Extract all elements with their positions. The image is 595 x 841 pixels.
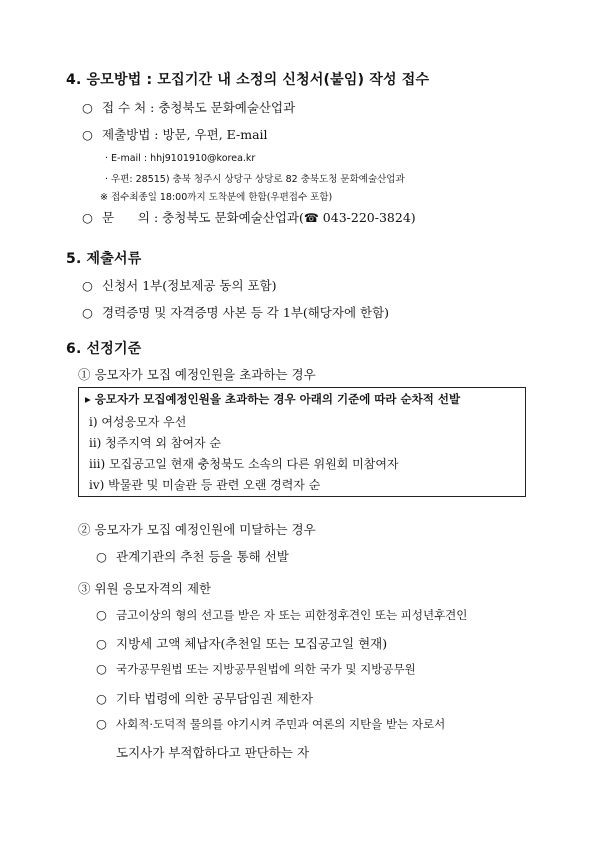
bullet: ○: [82, 100, 93, 115]
list-item-continuation: 도지사가 부적합하다고 판단하는 자: [116, 745, 310, 760]
list-item-text: 경력증명 및 자격증명 사본 등 각 1부(해당자에 한함): [102, 305, 390, 320]
list-item: [96, 689, 313, 707]
bullet: ○: [82, 127, 93, 142]
bullet: ○: [96, 549, 107, 564]
post-line: · 우편: 28515) 충북 청주시 상당구 상당로 82 충북도청 문화예술산업과: [105, 174, 405, 185]
bullet: ○: [82, 210, 93, 225]
receiver-line: [82, 98, 295, 116]
list-item: [96, 661, 416, 677]
method-label: 제출방법: [102, 127, 151, 142]
method-value: : 방문, 우편, E-mail: [154, 127, 268, 142]
list-item: [82, 276, 277, 294]
list-item-text: 금고이상의 형의 선고를 받은 자 또는 피한정후견인 또는 피성년후견인: [116, 608, 468, 622]
list-item-text: 신청서 1부(정보제공 동의 포함): [102, 278, 277, 293]
receiver-value: : 충청북도 문화예술산업과: [150, 100, 296, 115]
box-item: ⅰ) 여성응모자 우선: [89, 415, 187, 429]
bullet: ○: [96, 716, 107, 731]
section-6-title: 6. 선정기준: [66, 341, 142, 357]
list-item-text: 기타 법령에 의한 공무담임권 제한자: [116, 691, 314, 706]
inquiry-value: : 충청북도 문화예술산업과(: [153, 210, 304, 225]
list-item: [82, 303, 389, 321]
bullet: ○: [96, 607, 107, 622]
bullet: ○: [96, 661, 107, 676]
box-item: ⅳ) 박물관 및 미술관 등 관련 오랜 경력자 순: [89, 478, 321, 492]
list-item-text: 사회적·도덕적 물의를 야기시켜 주민과 여론의 지탄을 받는 자로서: [116, 717, 446, 731]
receiver-label: 접 수 처: [102, 100, 147, 115]
bullet: ○: [96, 636, 107, 651]
list-item-text: 지방세 고액 체납자(추천일 또는 모집공고일 현재): [116, 636, 388, 651]
bullet: ○: [82, 278, 93, 293]
criterion-3: ③ 위원 응모자격의 제한: [78, 581, 212, 596]
section-5-title: 5. 제출서류: [66, 251, 142, 267]
box-item: ⅲ) 모집공고일 현재 충청북도 소속의 다른 위원회 미참여자: [89, 457, 399, 471]
box-title: ▸ 응모자가 모집예정인원을 초과하는 경우 아래의 기준에 따라 순차적 선발: [85, 392, 461, 406]
bullet: ○: [96, 691, 107, 706]
criterion-2: ② 응모자가 모집 예정인원에 미달하는 경우: [78, 522, 316, 537]
list-item: [96, 634, 387, 652]
inquiry-label: 문 의: [102, 210, 150, 225]
email-line: · E-mail : hhj9101910@korea.kr: [105, 153, 256, 164]
section-4-title: 4. 응모방법 : 모집기간 내 소정의 신청서(붙임) 작성 접수: [66, 72, 430, 88]
method-line: [82, 125, 268, 143]
criteria-box: [78, 387, 526, 497]
list-item-text: 관계기관의 추천 등을 통해 선발: [116, 549, 289, 564]
list-item-text: 국가공무원법 또는 지방공무원법에 의한 국가 및 지방공무원: [116, 662, 416, 676]
phone-icon: ☎: [303, 211, 319, 225]
criterion-1: ① 응모자가 모집 예정인원을 초과하는 경우: [78, 367, 316, 382]
note-line: ※ 접수최종일 18:00까지 도착분에 한함(우편접수 포함): [100, 192, 333, 203]
inquiry-line: [82, 208, 416, 226]
list-item: [96, 547, 289, 565]
box-item: ⅱ) 청주지역 외 참여자 순: [89, 436, 221, 450]
bullet: ○: [82, 305, 93, 320]
list-item: [96, 716, 445, 732]
inquiry-phone: 043-220-3824): [322, 210, 416, 225]
list-item: [96, 607, 467, 623]
